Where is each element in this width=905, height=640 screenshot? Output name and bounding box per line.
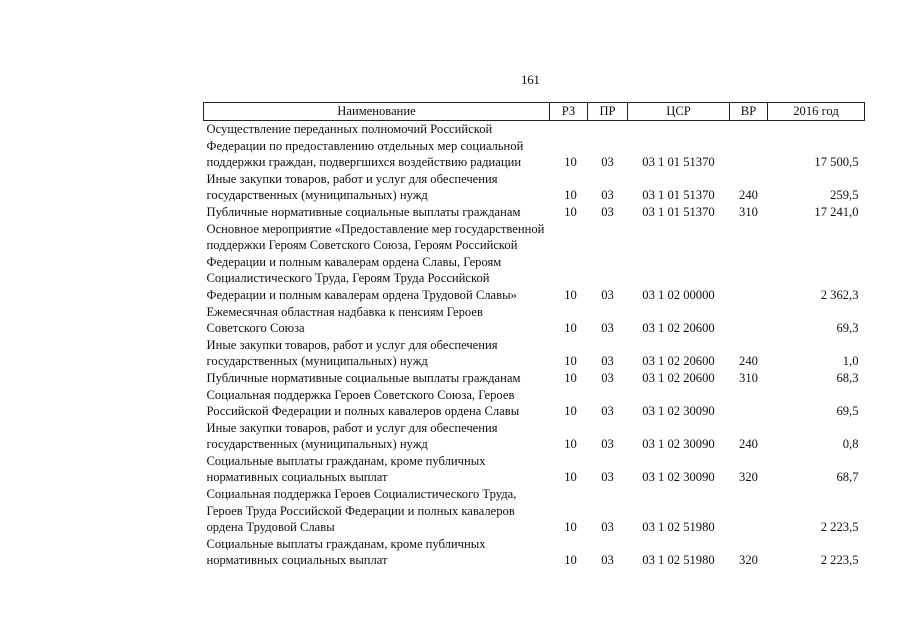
row-vr: 310 (739, 204, 758, 219)
row-csr: 03 1 02 30090 (642, 437, 715, 452)
row-pr: 03 (601, 553, 614, 568)
row-vr: 320 (739, 553, 758, 568)
row-rz: 10 (564, 404, 577, 419)
page-number: 161 (521, 72, 540, 87)
row-rz: 10 (564, 287, 577, 302)
row-vr (730, 486, 768, 536)
name-line: Федерации и полным кавалерам ордена Славы, Героям (206, 254, 502, 269)
name-line: Федерации по предоставлению отдельных мер социальной (206, 138, 524, 153)
row-pr: 03 (601, 437, 614, 452)
row-pr: 03 (601, 204, 614, 219)
header-rz: РЗ (550, 103, 588, 121)
row-amount: 69,3 (836, 321, 859, 336)
row-rz: 10 (564, 437, 577, 452)
header-year: 2016 год (768, 103, 865, 121)
name-line: поддержки граждан, подвергшихся воздействию радиации (206, 155, 522, 170)
row-csr: 03 1 02 00000 (642, 287, 715, 302)
row-amount: 17 500,5 (814, 155, 859, 170)
row-rz: 10 (564, 321, 577, 336)
name-line: Социальная поддержка Героев Социалистического Труда, (206, 487, 517, 502)
row-name (204, 221, 550, 304)
row-rz: 10 (564, 188, 577, 203)
name-line: государственных (муниципальных) нужд (206, 188, 428, 203)
header-vr: ВР (730, 103, 768, 121)
row-name (204, 420, 550, 453)
row-amount: 2 362,3 (820, 287, 859, 302)
row-csr: 03 1 01 51370 (642, 155, 715, 170)
row-pr: 03 (601, 287, 614, 302)
row-pr: 03 (601, 470, 614, 485)
row-csr: 03 1 02 30090 (642, 404, 715, 419)
row-name (204, 387, 550, 420)
row-amount: 17 241,0 (814, 204, 859, 219)
row-pr: 03 (601, 321, 614, 336)
row-vr: 240 (739, 437, 758, 452)
table-row (204, 453, 865, 486)
table-row (204, 204, 865, 221)
name-line: Социальные выплаты гражданам, кроме публичных (206, 453, 486, 468)
header-pr: ПР (588, 103, 628, 121)
name-line: Ежемесячная областная надбавка к пенсиям Героев (206, 304, 483, 319)
row-amount: 68,7 (836, 470, 859, 485)
row-rz: 10 (564, 553, 577, 568)
row-rz: 10 (564, 354, 577, 369)
name-line: Социальные выплаты гражданам, кроме публичных (206, 536, 486, 551)
row-name (204, 486, 550, 536)
row-pr: 03 (601, 155, 614, 170)
table-row (204, 387, 865, 420)
name-line: Российской Федерации и полных кавалеров ордена Славы (206, 404, 520, 419)
row-vr (730, 221, 768, 304)
row-amount: 68,3 (836, 370, 859, 385)
table-row (204, 337, 865, 370)
name-line: Героев Труда Российской Федерации и полных кавалеров (206, 503, 515, 518)
row-vr (730, 387, 768, 420)
row-csr: 03 1 02 30090 (642, 470, 715, 485)
name-line: Иные закупки товаров, работ и услуг для обеспечения (206, 171, 498, 186)
name-line: Осуществление переданных полномочий Российской (206, 122, 493, 136)
table-row (204, 121, 865, 171)
table-row (204, 536, 865, 569)
name-line: Публичные нормативные социальные выплаты гражданам (206, 370, 521, 385)
table-body (204, 121, 865, 570)
name-line: Основное мероприятие «Предоставление мер государственной (206, 221, 545, 236)
row-rz: 10 (564, 470, 577, 485)
name-line: государственных (муниципальных) нужд (206, 437, 428, 452)
table-row (204, 420, 865, 453)
name-line: Социальная поддержка Героев Советского Союза, Героев (206, 387, 515, 402)
row-name (204, 121, 550, 171)
row-csr: 03 1 02 20600 (642, 370, 715, 385)
row-csr: 03 1 01 51370 (642, 204, 715, 219)
row-name (204, 304, 550, 337)
row-vr: 240 (739, 354, 758, 369)
table-header-row (204, 103, 865, 121)
header-csr: ЦСР (628, 103, 730, 121)
row-amount: 1,0 (842, 354, 859, 369)
row-amount: 69,5 (836, 404, 859, 419)
row-csr: 03 1 02 20600 (642, 321, 715, 336)
row-vr: 310 (739, 370, 758, 385)
row-pr: 03 (601, 370, 614, 385)
table-row (204, 304, 865, 337)
name-line: нормативных социальных выплат (206, 553, 388, 568)
name-line: ордена Трудовой Славы (206, 520, 335, 535)
row-name (204, 370, 550, 387)
row-name (204, 536, 550, 569)
row-vr: 320 (739, 470, 758, 485)
row-pr: 03 (601, 520, 614, 535)
row-rz: 10 (564, 520, 577, 535)
row-vr (730, 121, 768, 171)
name-line: Социалистического Труда, Героям Труда Российской (206, 271, 490, 286)
name-line: нормативных социальных выплат (206, 470, 388, 485)
row-amount: 2 223,5 (820, 520, 859, 535)
table-row (204, 370, 865, 387)
name-line: Публичные нормативные социальные выплаты гражданам (206, 204, 521, 219)
row-name (204, 171, 550, 204)
row-rz: 10 (564, 204, 577, 219)
table-row (204, 221, 865, 304)
name-line: Иные закупки товаров, работ и услуг для обеспечения (206, 337, 498, 352)
row-csr: 03 1 02 20600 (642, 354, 715, 369)
row-pr: 03 (601, 188, 614, 203)
row-pr: 03 (601, 354, 614, 369)
row-amount: 259,5 (830, 188, 859, 203)
name-line: Федерации и полным кавалерам ордена Трудовой Славы» (206, 287, 517, 302)
name-line: Иные закупки товаров, работ и услуг для обеспечения (206, 420, 498, 435)
table-row (204, 486, 865, 536)
row-rz: 10 (564, 370, 577, 385)
row-rz: 10 (564, 155, 577, 170)
name-line: поддержки Героям Советского Союза, Героям Российской (206, 238, 518, 253)
row-csr: 03 1 01 51370 (642, 188, 715, 203)
row-pr: 03 (601, 404, 614, 419)
row-vr (730, 304, 768, 337)
row-amount: 0,8 (842, 437, 859, 452)
table-row (204, 171, 865, 204)
row-vr: 240 (739, 188, 758, 203)
row-amount: 2 223,5 (820, 553, 859, 568)
row-name (204, 204, 550, 221)
row-name (204, 337, 550, 370)
budget-table (203, 102, 865, 569)
row-csr: 03 1 02 51980 (642, 553, 715, 568)
name-line: Советского Союза (206, 321, 305, 336)
header-name: Наименование (204, 103, 550, 121)
name-line: государственных (муниципальных) нужд (206, 354, 428, 369)
row-csr: 03 1 02 51980 (642, 520, 715, 535)
row-name (204, 453, 550, 486)
